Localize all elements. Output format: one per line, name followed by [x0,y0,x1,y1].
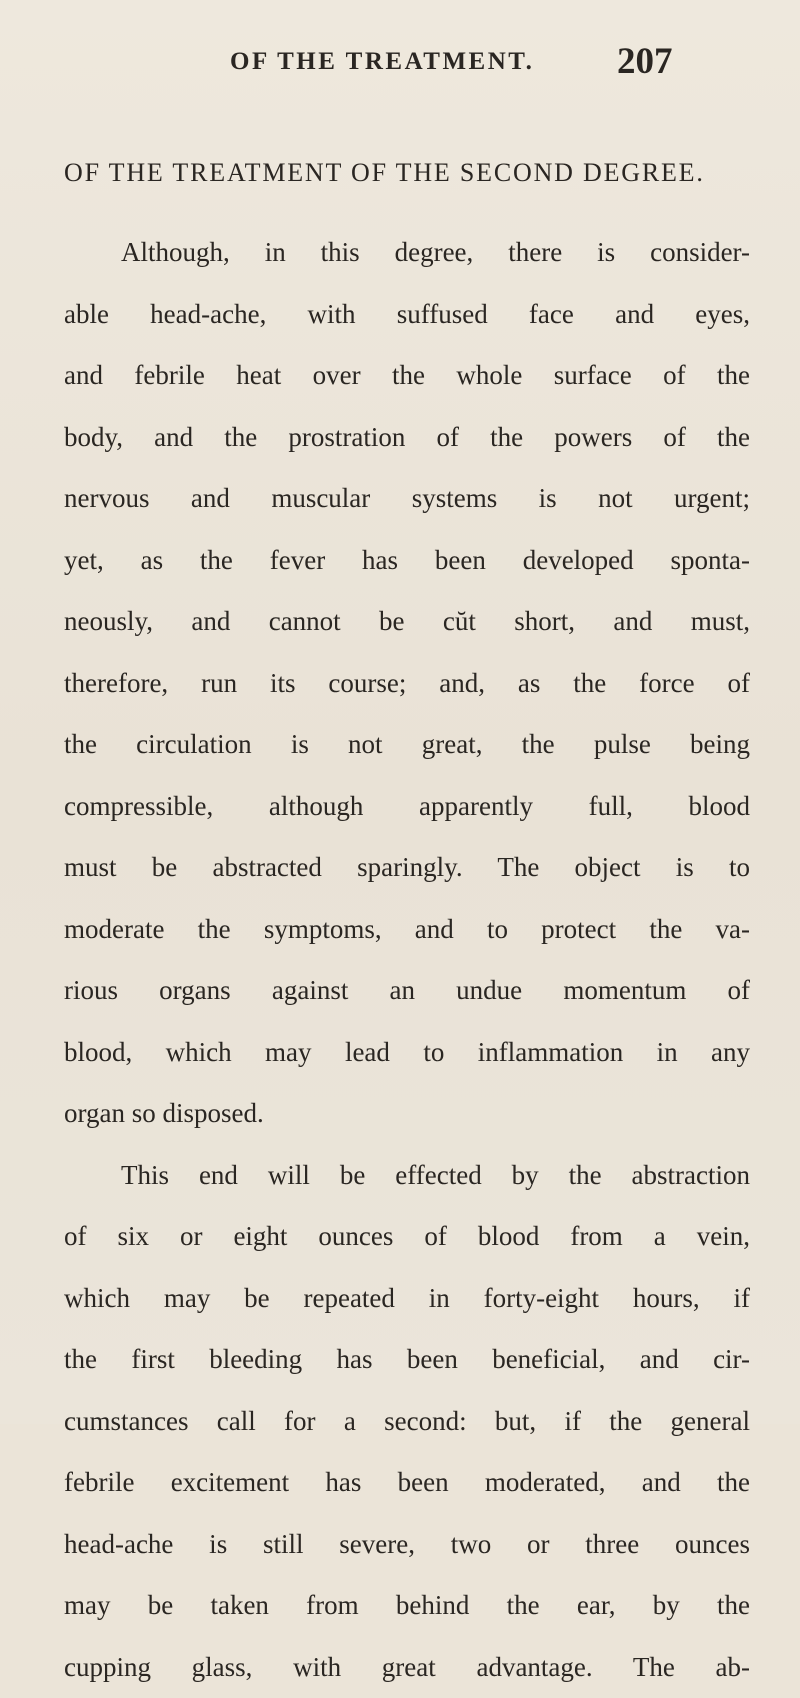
text-line: therefore, run its course; and, as the force of [64,653,750,715]
text-line: compressible, although apparently full, blood [64,776,750,838]
text-line: may be taken from behind the ear, by the [64,1575,750,1637]
text-line: of six or eight ounces of blood from a vein, [64,1206,750,1268]
running-head: OF THE TREATMENT. [230,48,534,76]
text-line: the circulation is not great, the pulse being [64,714,750,776]
text-line: yet, as the fever has been developed sponta- [64,530,750,592]
text-line: cupping glass, with great advantage. The ab- [64,1637,750,1698]
text-line: rious organs against an undue momentum of [64,960,750,1022]
text-line: organ so disposed. [64,1083,750,1145]
text-line: which may be repeated in forty-eight hours, if [64,1268,750,1330]
text-line: body, and the prostration of the powers of the [64,407,750,469]
text-line: must be abstracted sparingly. The object is to [64,837,750,899]
page-number: 207 [617,40,673,83]
text-line: cumstances call for a second: but, if the general [64,1391,750,1453]
text-line: nervous and muscular systems is not urgent; [64,468,750,530]
text-line: febrile excitement has been moderated, and the [64,1452,750,1514]
text-line: able head-ache, with suffused face and eyes, [64,284,750,346]
text-line: neously, and cannot be cŭt short, and must, [64,591,750,653]
text-line: the first bleeding has been beneficial, and cir- [64,1329,750,1391]
text-line: and febrile heat over the whole surface of the [64,345,750,407]
text-line: head-ache is still severe, two or three ounces [64,1514,750,1576]
section-title: OF THE TREATMENT OF THE SECOND DEGREE. [64,158,705,188]
text-line: blood, which may lead to inflammation in any [64,1022,750,1084]
text-line: moderate the symptoms, and to protect the va- [64,899,750,961]
text-line: Although, in this degree, there is consider- [64,222,750,284]
text-line: This end will be effected by the abstraction [64,1145,750,1207]
body-text [64,222,750,1698]
